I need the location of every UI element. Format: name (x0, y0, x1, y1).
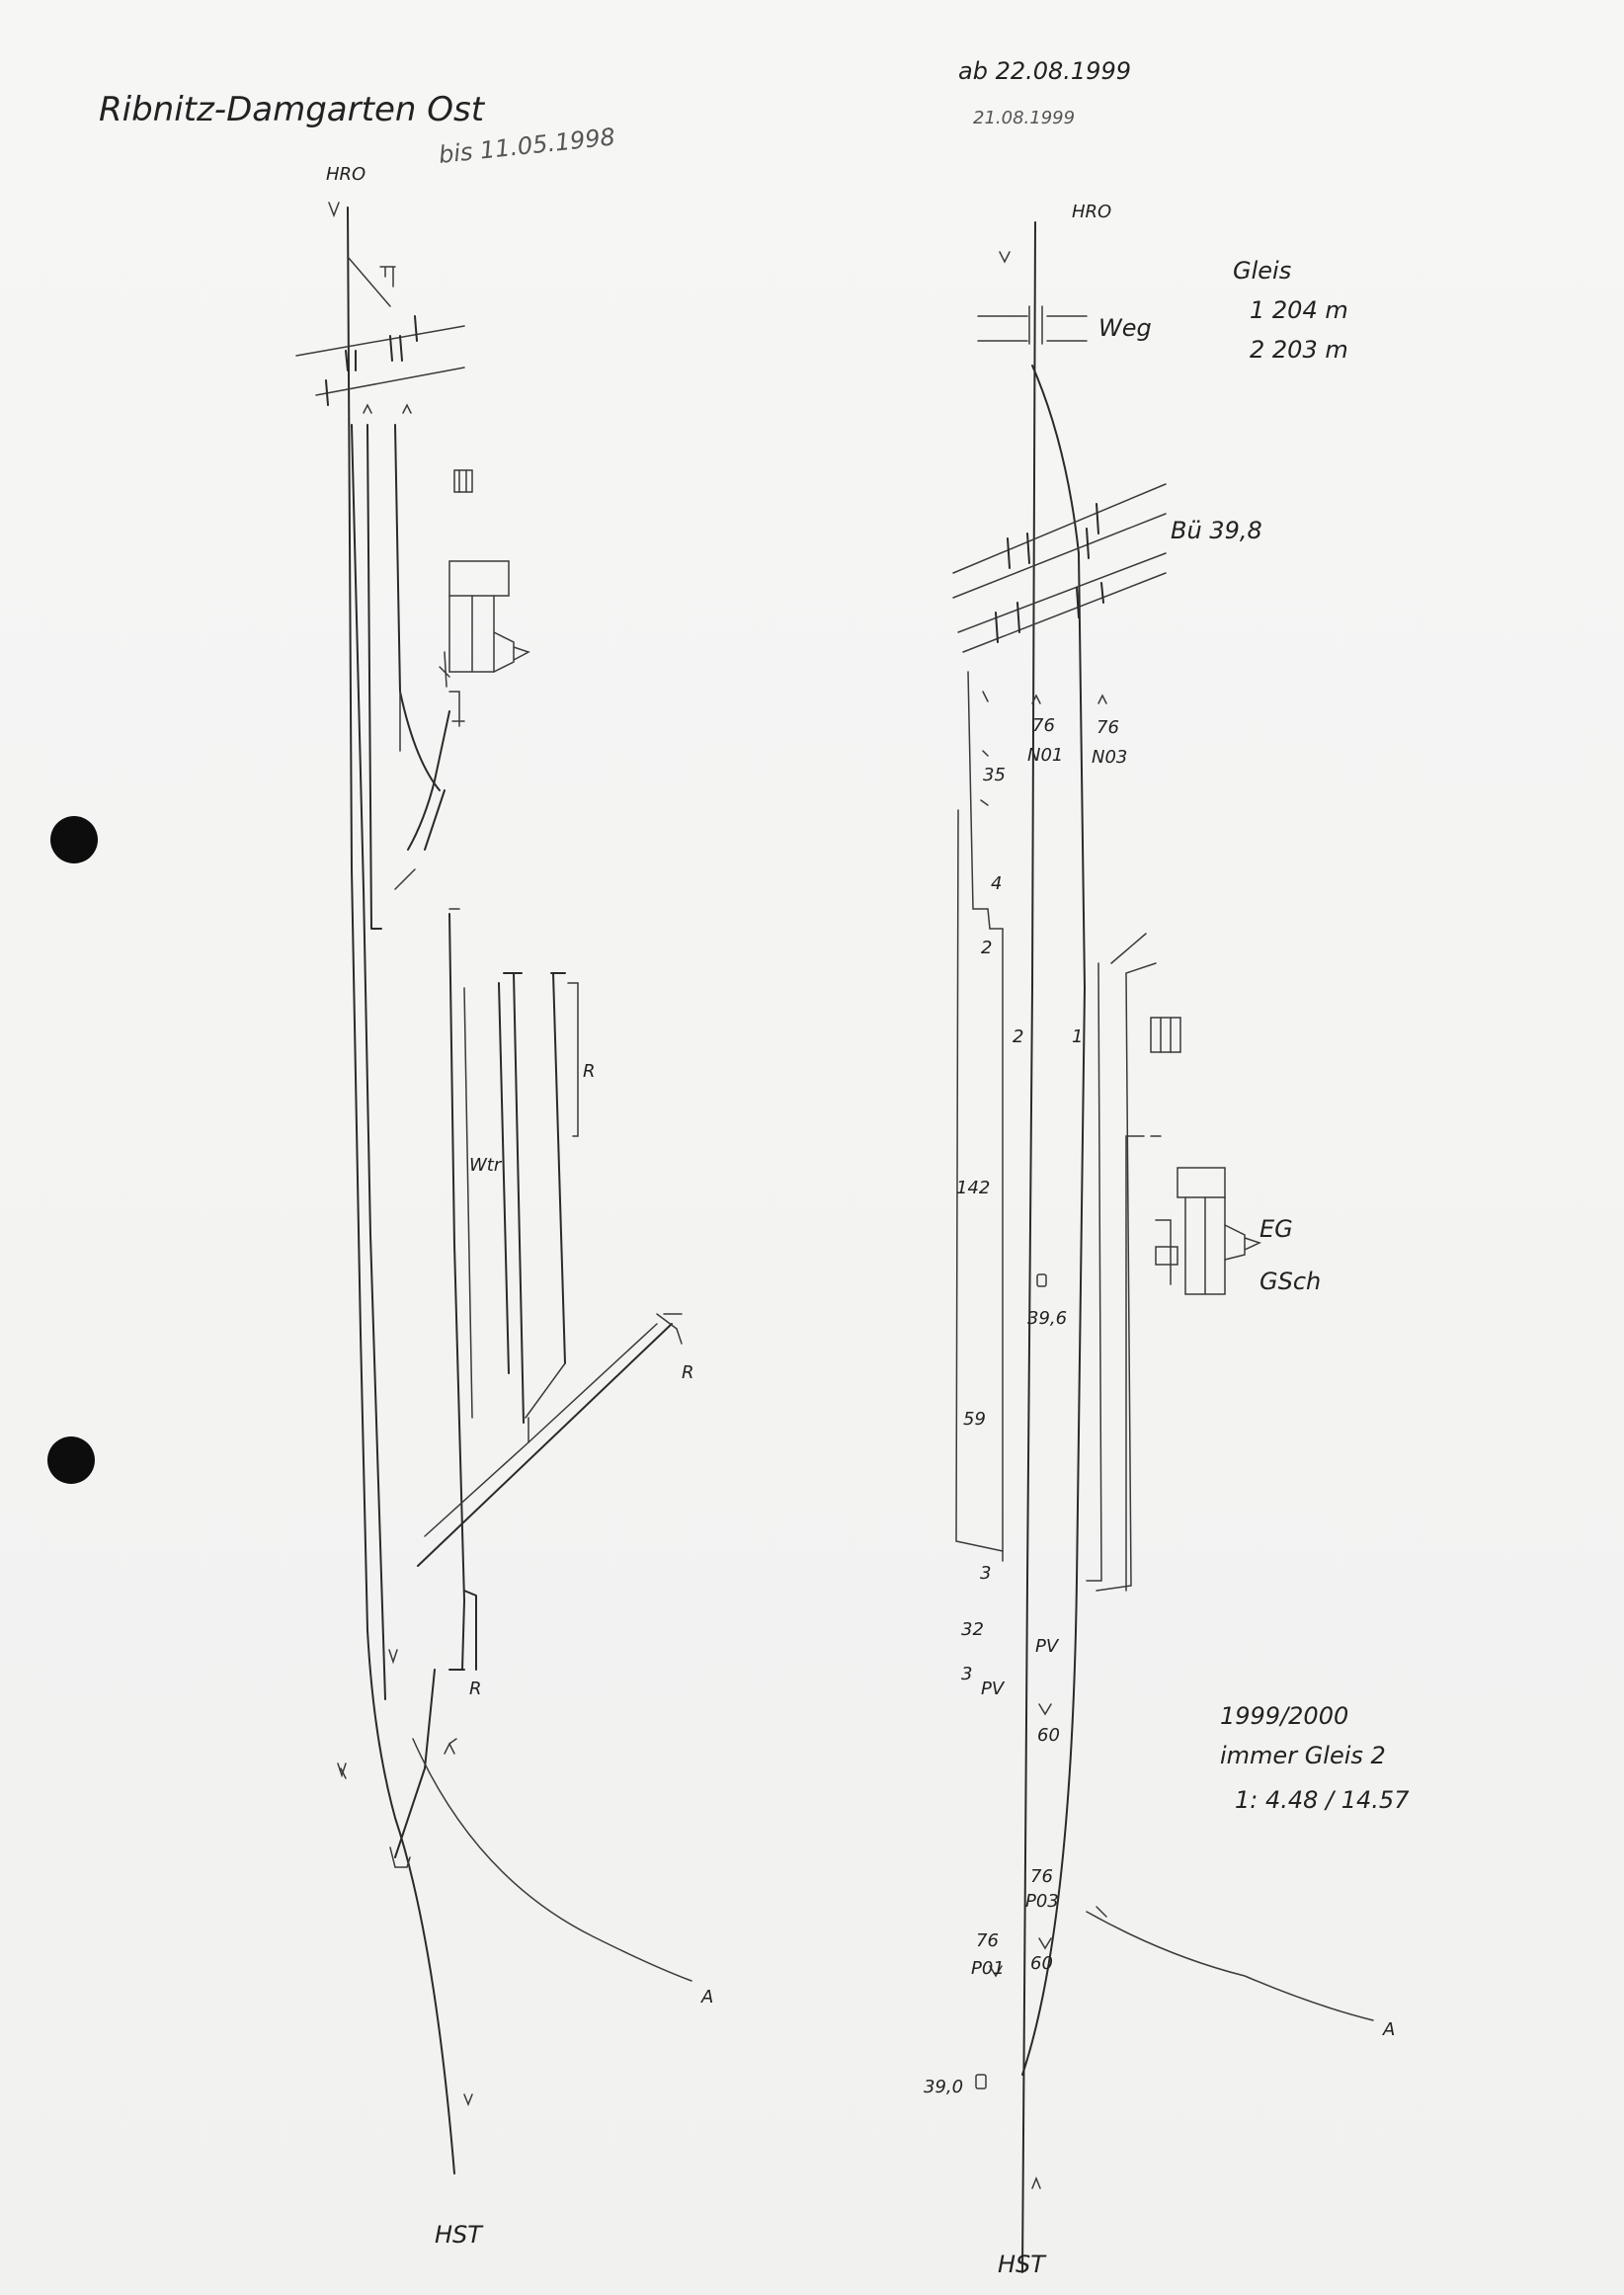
left-date-note: bis 11.05.1998 (437, 123, 617, 169)
speed-sign-2: 60 (1030, 1953, 1053, 1974)
km-marker-2: 39,0 (924, 2077, 964, 2097)
signal-bottom-b-speed: 76 (976, 1930, 999, 1951)
signal-top-right-id: N03 (1092, 747, 1128, 768)
speed-sign-1: 60 (1037, 1725, 1060, 1746)
building-label-gsch: GSch (1259, 1268, 1322, 1295)
track-number-1: 1 (1072, 1026, 1084, 1047)
platform-number-7: 32 (961, 1619, 984, 1640)
platform-number-4: 142 (956, 1178, 991, 1198)
left-siding-label-1: R (583, 1061, 596, 1082)
right-top-endpoint: HRO (1072, 202, 1112, 222)
signal-top-left-id: N01 (1027, 745, 1064, 766)
track-lengths-heading: Gleis (1233, 257, 1292, 285)
platform-number-5: 59 (963, 1409, 986, 1430)
left-branch-label: A (701, 1987, 714, 2008)
right-bottom-endpoint: HST (998, 2251, 1045, 2278)
km-marker-1: 39,6 (1027, 1308, 1068, 1329)
signal-bottom-a-speed: 76 (1030, 1866, 1053, 1887)
platform-number-1: 35 (983, 765, 1006, 785)
left-track-plan (296, 203, 691, 2173)
right-date-note: ab 22.08.1999 (958, 57, 1131, 85)
platform-number-6: 3 (980, 1563, 992, 1584)
track-number-2: 2 (1013, 1026, 1024, 1047)
platform-number-3: 2 (981, 938, 993, 958)
signal-top-left-speed: 76 (1032, 715, 1055, 736)
timetable-note-track: immer Gleis 2 (1220, 1742, 1386, 1769)
punch-hole-upper (50, 816, 98, 863)
right-date-note-2: 21.08.1999 (973, 108, 1076, 128)
platform-number-2: 4 (991, 873, 1003, 894)
signal-bottom-b-id: P01 (971, 1958, 1005, 1979)
pv-label-2: PV (981, 1679, 1005, 1699)
crossing-label: Weg (1098, 314, 1152, 342)
left-top-endpoint: HRO (326, 164, 366, 185)
left-bottom-endpoint: HST (435, 2221, 482, 2249)
left-siding-label-4: R (469, 1679, 482, 1699)
building-label-eg: EG (1259, 1215, 1293, 1243)
signal-top-right-speed: 76 (1096, 717, 1119, 738)
left-title: Ribnitz-Damgarten Ost (99, 90, 485, 129)
pv-label-1: PV (1035, 1636, 1059, 1657)
punch-hole-lower (47, 1436, 95, 1484)
right-branch-label: A (1383, 2019, 1396, 2040)
timetable-note-year: 1999/2000 (1220, 1702, 1349, 1730)
left-siding-label-2: Wtr (469, 1155, 502, 1176)
bridge-label: Bü 39,8 (1171, 517, 1262, 544)
track-length-row-2: 2 203 m (1250, 336, 1348, 364)
timetable-note-times: 1: 4.48 / 14.57 (1235, 1786, 1410, 1814)
right-track-plan (953, 222, 1373, 2272)
platform-number-8: 3 (961, 1664, 973, 1684)
left-siding-label-3: R (682, 1362, 694, 1383)
signal-bottom-a-id: P03 (1025, 1891, 1059, 1912)
track-length-row-1: 1 204 m (1250, 296, 1348, 324)
